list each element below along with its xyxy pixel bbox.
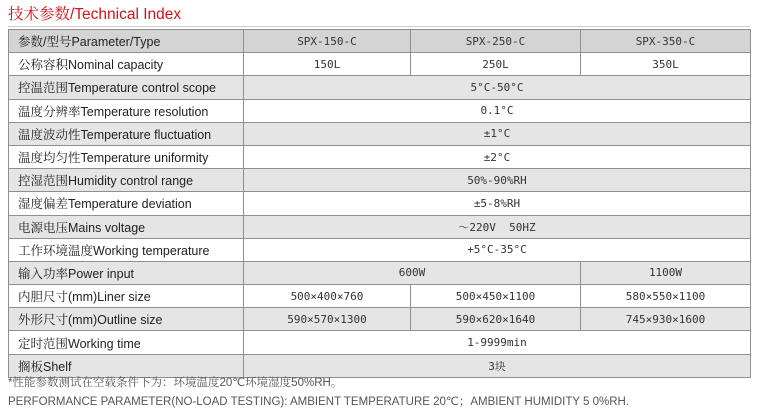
test-condition-note-cn: *性能参数测试在空载条件下为：环境温度20℃环境湿度50%RH。 xyxy=(8,377,343,389)
cell-value: 600W xyxy=(244,261,581,284)
table-row-humidity-range xyxy=(9,169,751,192)
cell-value: 745×930×1600 xyxy=(581,308,751,331)
cell-value: 50%-90%RH xyxy=(244,169,751,192)
model-header: SPX-250-C xyxy=(411,30,581,53)
cell-value: 5°C-50°C xyxy=(244,76,751,99)
row-label: 输入功率Power input xyxy=(9,261,244,284)
cell-value: 1100W xyxy=(581,261,751,284)
table-row-working-temp xyxy=(9,238,751,261)
row-label: 内胆尺寸(mm)Liner size xyxy=(9,285,244,308)
cell-value: 150L xyxy=(244,53,411,76)
cell-value: 3块 xyxy=(244,354,751,377)
cell-value: 250L xyxy=(411,53,581,76)
cell-value: 500×450×1100 xyxy=(411,285,581,308)
cell-value: 580×550×1100 xyxy=(581,285,751,308)
page-title: 技术参数/Technical Index xyxy=(8,6,182,23)
row-label: 公称容积Nominal capacity xyxy=(9,53,244,76)
cell-value: ±1°C xyxy=(244,122,751,145)
header-label: 参数/型号Parameter/Type xyxy=(9,30,244,53)
row-label: 搁板Shelf xyxy=(9,354,244,377)
spec-table xyxy=(8,29,751,378)
table-row-capacity xyxy=(9,53,751,76)
cell-value: 590×620×1640 xyxy=(411,308,581,331)
row-label: 温度分辨率Temperature resolution xyxy=(9,99,244,122)
table-row-temp-uniformity xyxy=(9,145,751,168)
table-row-temp-range xyxy=(9,76,751,99)
cell-value: ±2°C xyxy=(244,145,751,168)
cell-value: 1-9999min xyxy=(244,331,751,354)
table-row-temp-fluctuation xyxy=(9,122,751,145)
row-label: 温度均匀性Temperature uniformity xyxy=(9,145,244,168)
row-label: 温度波动性Temperature fluctuation xyxy=(9,122,244,145)
row-label: 定时范围Working time xyxy=(9,331,244,354)
table-row-liner-size xyxy=(9,285,751,308)
table-row-mains-voltage xyxy=(9,215,751,238)
table-row-power-input xyxy=(9,261,751,284)
row-label: 外形尺寸(mm)Outline size xyxy=(9,308,244,331)
model-header: SPX-350-C xyxy=(581,30,751,53)
cell-value: 500×400×760 xyxy=(244,285,411,308)
row-label: 控温范围Temperature control scope xyxy=(9,76,244,99)
table-header-row xyxy=(9,30,751,53)
row-label: 控湿范围Humidity control range xyxy=(9,169,244,192)
model-header: SPX-150-C xyxy=(244,30,411,53)
test-condition-note-en: PERFORMANCE PARAMETER(NO-LOAD TESTING): AMBIENT TEMPERATURE 20℃；AMBIENT HUMIDITY 5 0%RH. xyxy=(8,396,630,408)
table-row-humidity-deviation xyxy=(9,192,751,215)
cell-value: +5°C-35°C xyxy=(244,238,751,261)
cell-value: 0.1°C xyxy=(244,99,751,122)
title-divider xyxy=(8,26,750,27)
cell-value: 350L xyxy=(581,53,751,76)
cell-value: ±5-8%RH xyxy=(244,192,751,215)
row-label: 工作环境温度Working temperature xyxy=(9,238,244,261)
table-row-temp-resolution xyxy=(9,99,751,122)
table-row-outline-size xyxy=(9,308,751,331)
row-label: 电源电压Mains voltage xyxy=(9,215,244,238)
table-row-working-time xyxy=(9,331,751,354)
row-label: 湿度偏差Temperature deviation xyxy=(9,192,244,215)
cell-value: ～220V 50HZ xyxy=(244,215,751,238)
cell-value: 590×570×1300 xyxy=(244,308,411,331)
